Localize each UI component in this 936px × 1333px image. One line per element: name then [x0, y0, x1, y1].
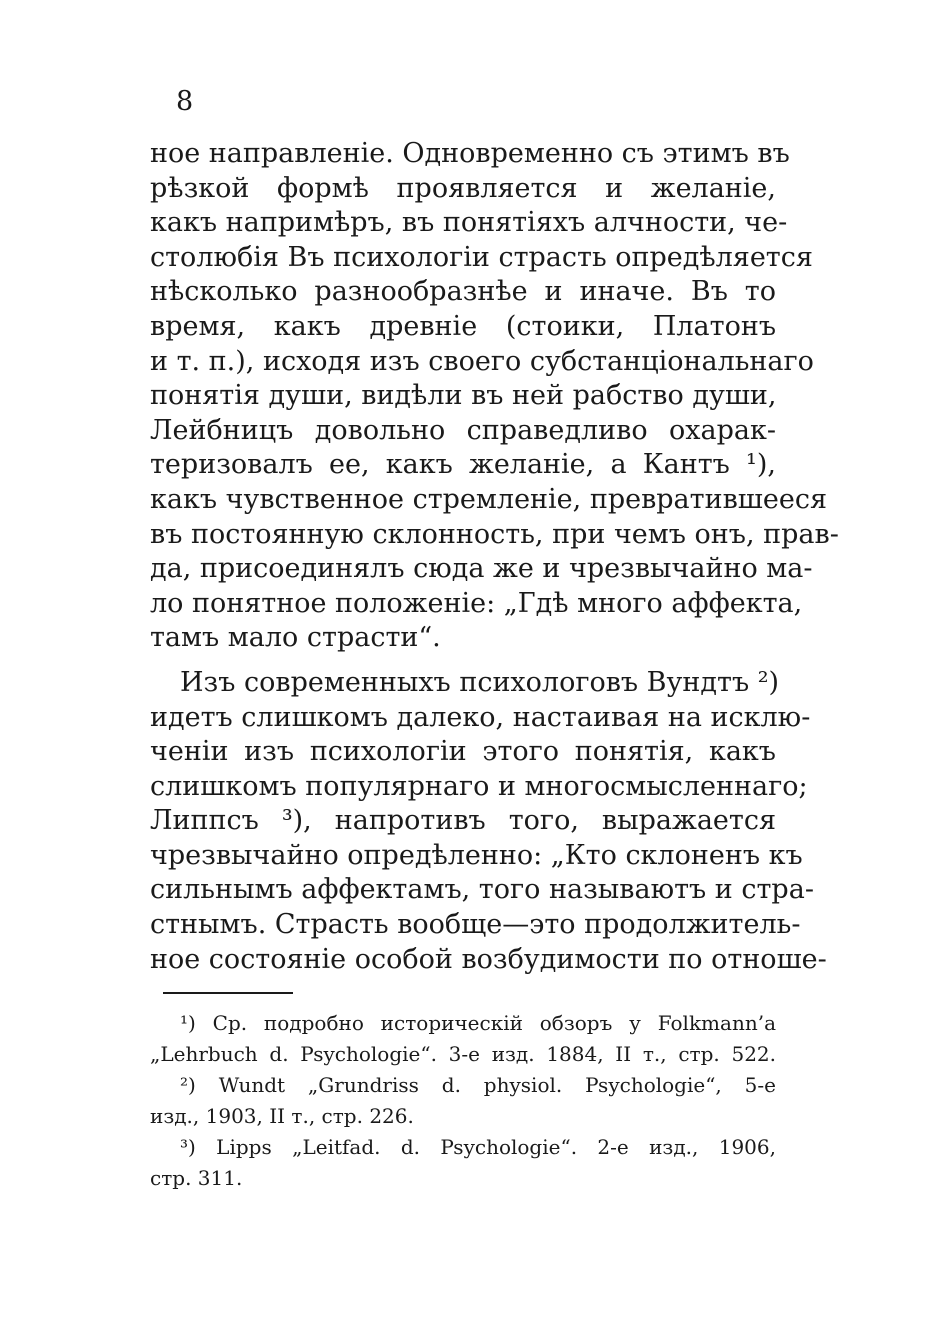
text-line: чрезвычайно опредѣленно: „Кто склоненъ къ: [150, 839, 803, 871]
footnote-line: ²) Wundt „Grundriss d. physiol. Psychologie“, 5-е: [180, 1073, 776, 1097]
page-number: 8: [176, 86, 195, 117]
paragraph-gap: [150, 656, 776, 666]
footnote-line: стр. 311.: [150, 1166, 243, 1190]
text-line: ное состояніе особой возбудимости по отноше-: [150, 943, 827, 975]
text-line: столюбія Въ психологіи страсть опредѣляется: [150, 241, 813, 273]
text-line: да, присоединялъ сюда же и чрезвычайно ма-: [150, 553, 813, 585]
footnote-line: ³) Lipps „Leitfad. d. Psychologie“. 2-е изд., 1906,: [180, 1135, 776, 1159]
text-line: время, какъ древніе (стоики, Платонъ: [150, 310, 776, 342]
body-text: [150, 137, 839, 977]
footnote-line: изд., 1903, II т., стр. 226.: [150, 1104, 414, 1128]
text-line: какъ напримѣръ, въ понятіяхъ алчности, че-: [150, 207, 788, 239]
text-line: Липпсъ ³), напротивъ того, выражается: [150, 805, 776, 837]
text-line: ло понятное положеніе: „Гдѣ много аффекта,: [150, 587, 803, 619]
text-line: и т. п.), исходя изъ своего субстанціональнаго: [150, 345, 814, 377]
text-line: стнымъ. Страсть вообще—это продолжитель-: [150, 909, 801, 941]
text-line: тамъ мало страсти“.: [150, 622, 441, 654]
footnotes: [150, 1008, 776, 1194]
text-line: теризовалъ ее, какъ желаніе, а Кантъ ¹),: [150, 449, 776, 481]
text-line: ченіи изъ психологіи этого понятія, какъ: [150, 736, 776, 768]
paragraph-2: [150, 666, 827, 977]
text-line: рѣзкой формѣ проявляется и желаніе,: [150, 172, 776, 204]
text-line: нѣсколько разнообразнѣе и иначе. Въ то: [150, 276, 776, 308]
text-line: ное направленіе. Одновременно съ этимъ въ: [150, 138, 790, 169]
text-line: какъ чувственное стремленіе, превратившееся: [150, 483, 828, 515]
footnote-divider: [163, 992, 293, 994]
text-line: идетъ слишкомъ далеко, настаивая на исклю-: [150, 701, 811, 733]
text-line: Лейбницъ довольно справедливо охарак-: [150, 414, 776, 446]
footnote-line: ¹) Ср. подробно историческій обзоръ у Folkmann’a: [180, 1011, 776, 1035]
text-line: Изъ современныхъ психологовъ Вундтъ ²): [180, 666, 780, 698]
paragraph-1: [150, 137, 839, 656]
footnote-line: „Lehrbuch d. Psychologie“. 3-е изд. 1884, II т., стр. 522.: [150, 1042, 776, 1066]
text-line: понятія души, видѣли въ ней рабство души,: [150, 380, 777, 412]
text-line: въ постоянную склонность, при чемъ онъ, прав-: [150, 518, 839, 550]
text-line: сильнымъ аффектамъ, того называютъ и стра-: [150, 874, 814, 906]
text-line: слишкомъ популярнаго и многосмысленнаго;: [150, 770, 808, 802]
